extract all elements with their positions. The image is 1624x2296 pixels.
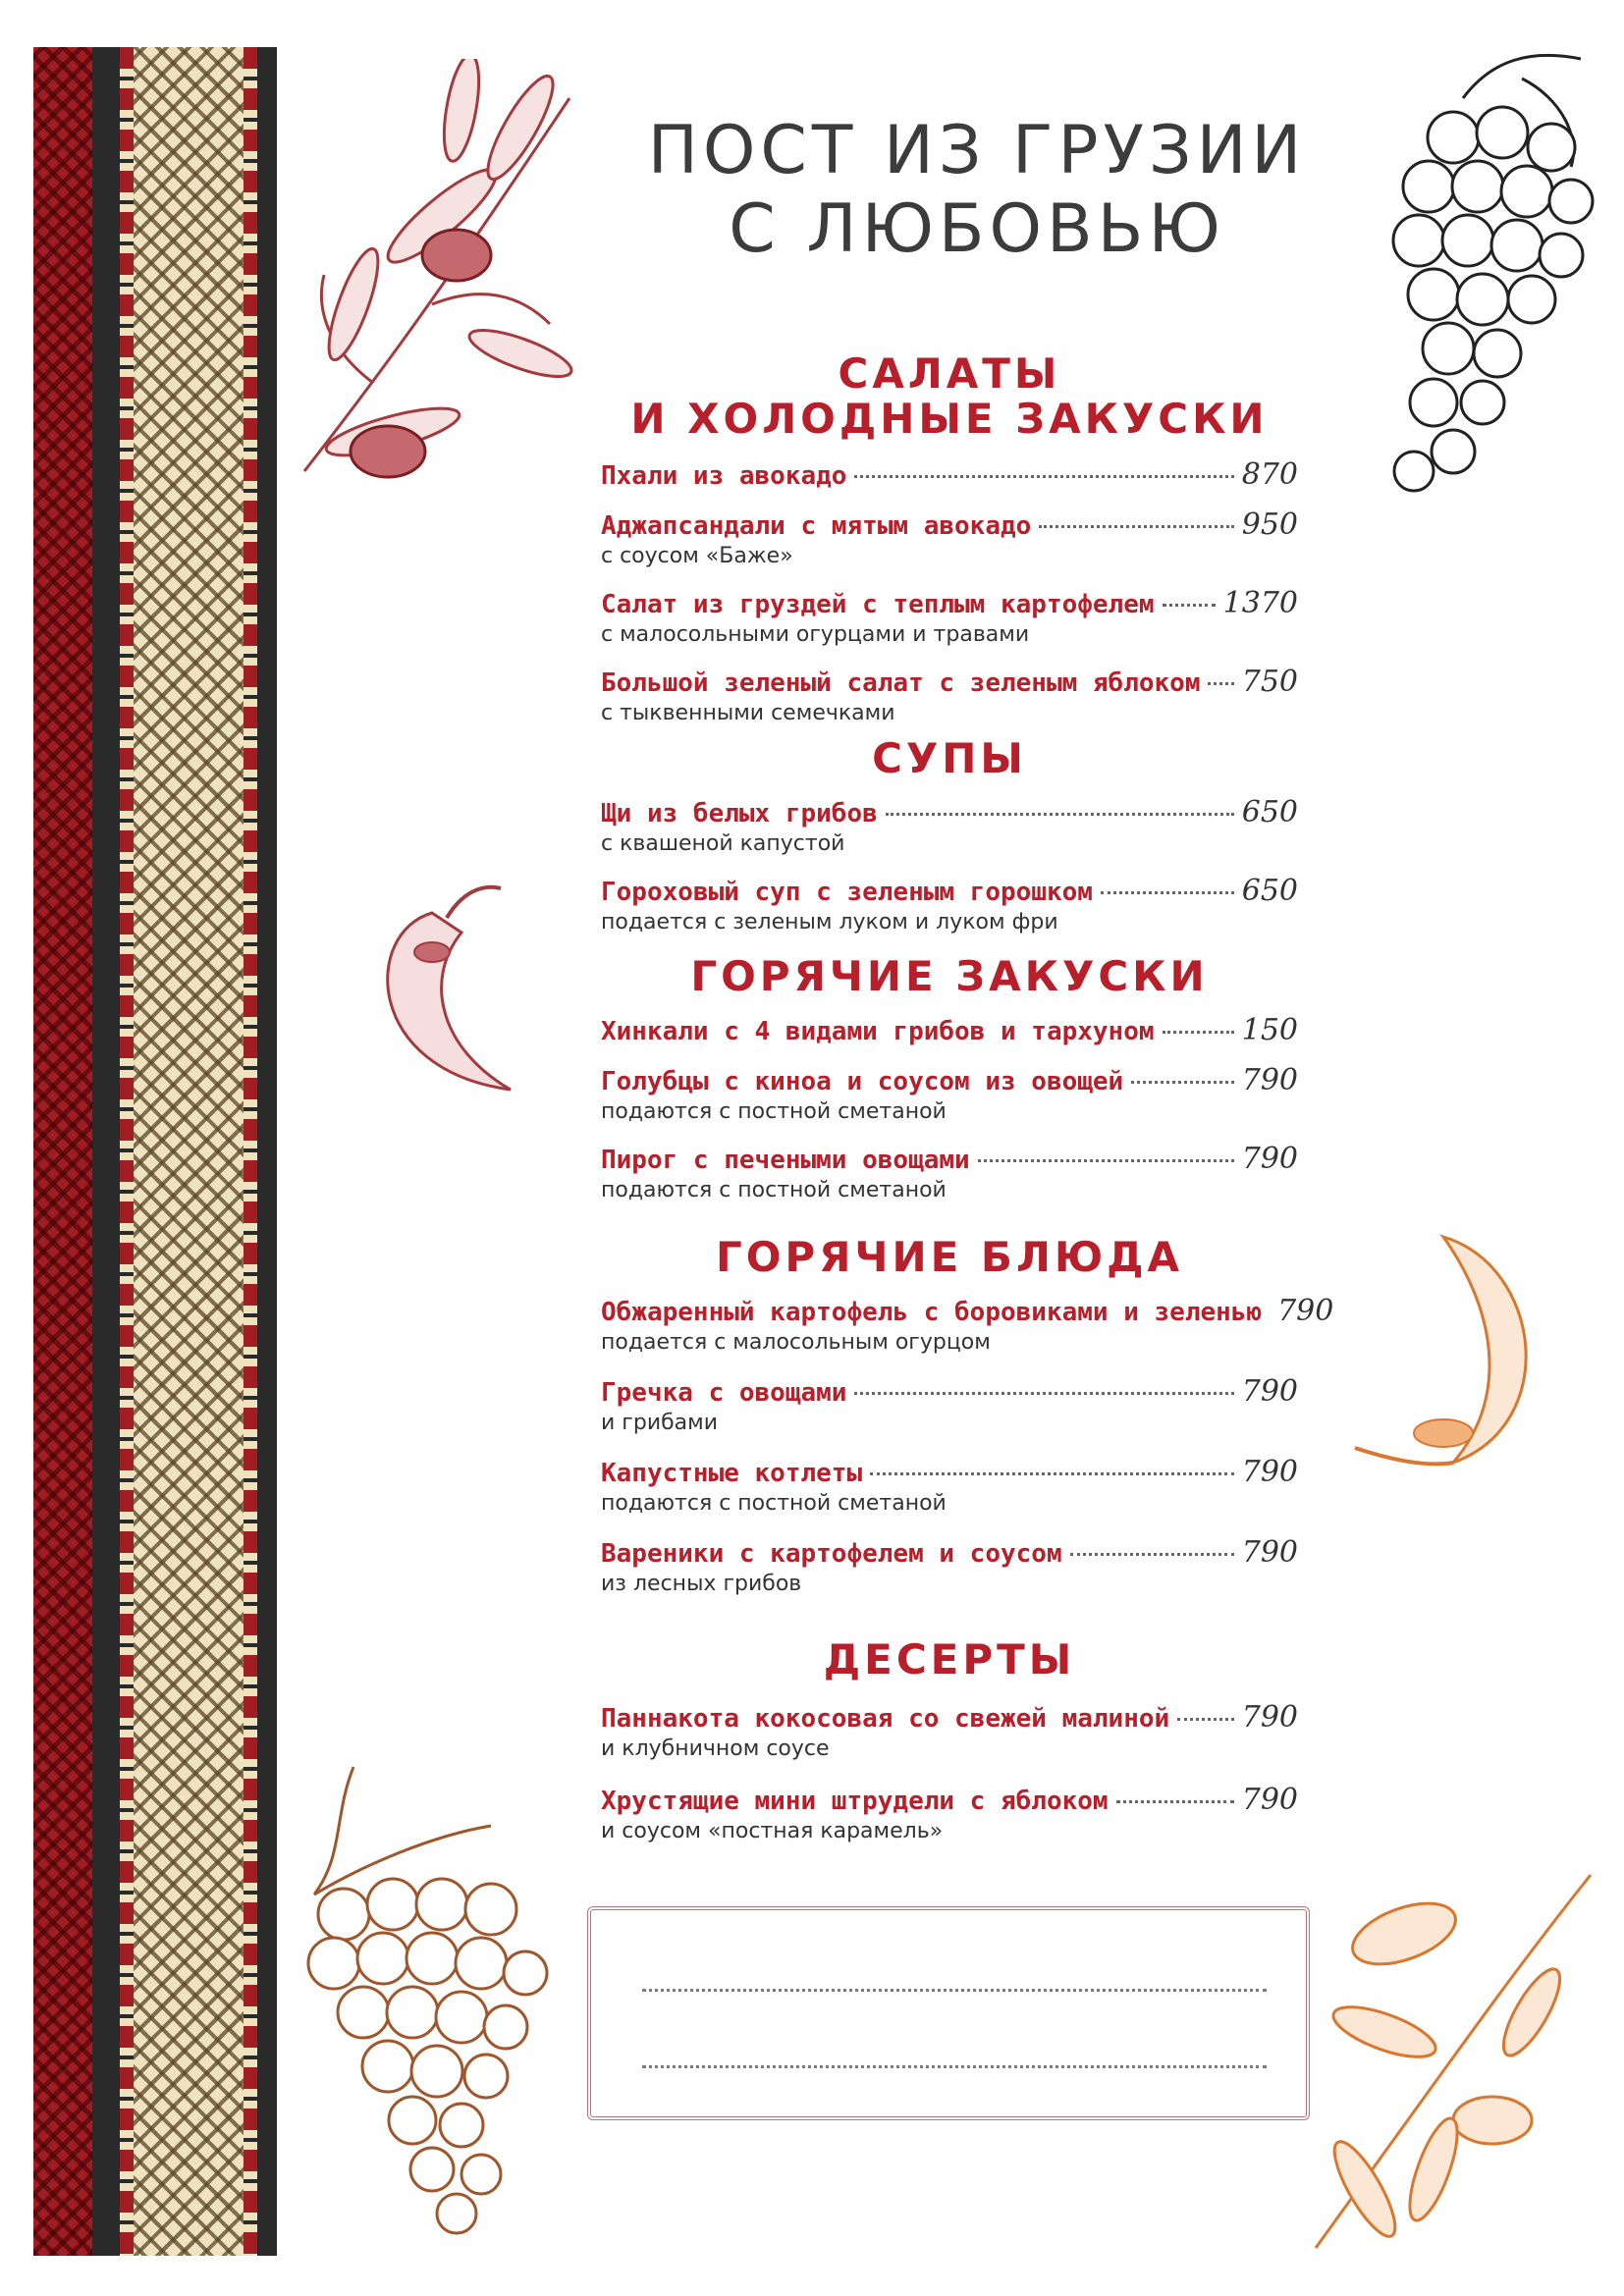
item-name: Хинкали с 4 видами грибов и тархуном (601, 1017, 1155, 1047)
item-description: подаются с постной сметаной (601, 1491, 947, 1517)
section-soups (601, 736, 1298, 934)
title-line: С ЛЮБОВЬЮ (729, 190, 1225, 268)
section-title: ГОРЯЧИЕ ЗАКУСКИ (690, 952, 1209, 1000)
item-name: Обжаренный картофель с боровиками и зеленью (601, 1298, 1263, 1328)
menu-item (601, 1455, 1298, 1516)
item-description: подаются с постной сметаной (601, 1178, 947, 1203)
menu-item (601, 1535, 1298, 1596)
item-price: 1370 (1222, 586, 1298, 621)
item-name: Щи из белых грибов (601, 799, 878, 829)
grapes-illustration (1375, 39, 1600, 530)
item-price: 650 (1241, 795, 1298, 830)
item-description: и соусом «постная карамель» (601, 1819, 944, 1844)
item-price: 790 (1241, 1374, 1298, 1410)
item-price: 790 (1277, 1294, 1334, 1329)
menu-item (601, 665, 1298, 725)
item-price: 650 (1241, 874, 1298, 909)
section-salads (601, 351, 1298, 725)
item-description: и клубничном соусе (601, 1736, 830, 1762)
item-description: подается с малосольным огурцом (601, 1330, 991, 1356)
menu-item (601, 586, 1298, 647)
item-price: 790 (1241, 1063, 1298, 1098)
item-name: Пирог с печеными овощами (601, 1146, 970, 1176)
item-price: 950 (1241, 507, 1298, 543)
menu-title (589, 112, 1365, 275)
item-description: с соусом «Баже» (601, 544, 793, 569)
item-name: Большой зеленый салат с зеленым яблоком (601, 668, 1201, 699)
menu-item (601, 874, 1298, 934)
item-name: Паннакота кокосовая со свежей малиной (601, 1704, 1170, 1735)
olive-branch-orange-illustration (1296, 1855, 1610, 2268)
chili-pepper-orange-illustration (1345, 1227, 1561, 1482)
blank-line (642, 1989, 1267, 1992)
item-price: 150 (1241, 1013, 1298, 1048)
item-name: Хрустящие мини штрудели с яблоком (601, 1787, 1109, 1817)
menu-item (601, 1063, 1298, 1124)
item-description: подается с зеленым луком и луком фри (601, 910, 1058, 935)
item-price: 790 (1241, 1700, 1298, 1735)
section-title: ГОРЯЧИЕ БЛЮДА (715, 1233, 1184, 1281)
section-title: СУПЫ (872, 734, 1027, 782)
item-price: 790 (1241, 1535, 1298, 1571)
chili-pepper-illustration (353, 874, 530, 1119)
menu-item (601, 457, 1298, 492)
item-description: с малосольными огурцами и травами (601, 622, 1030, 648)
grapes-brown-illustration (295, 1747, 589, 2258)
item-description: подаются с постной сметаной (601, 1099, 947, 1125)
item-name: Гречка с овощами (601, 1378, 847, 1409)
menu-item (601, 1142, 1298, 1202)
title-line: ПОСТ ИЗ ГРУЗИИ (647, 112, 1307, 189)
menu-item (601, 1294, 1334, 1356)
section-title: ДЕСЕРТЫ (823, 1635, 1076, 1683)
menu-item (601, 1700, 1298, 1761)
section-desserts (601, 1637, 1298, 1843)
item-price: 790 (1241, 1142, 1298, 1177)
menu-item (601, 1013, 1298, 1047)
item-name: Аджапсандали с мятым авокадо (601, 511, 1032, 542)
item-description: с квашеной капустой (601, 831, 845, 857)
item-name: Голубцы с киноа и соусом из овощей (601, 1067, 1124, 1097)
item-price: 870 (1241, 457, 1298, 493)
section-hot-appetizers (601, 954, 1298, 1202)
menu-item (601, 507, 1298, 568)
item-name: Салат из груздей с теплым картофелем (601, 590, 1155, 620)
item-name: Пхали из авокадо (601, 461, 847, 492)
item-name: Гороховый суп с зеленым горошком (601, 878, 1093, 908)
blank-line (642, 2065, 1267, 2068)
olive-branch-illustration (295, 59, 589, 491)
item-description: с тыквенными семечками (601, 701, 895, 726)
notes-box (587, 1906, 1310, 2120)
section-hot-dishes (601, 1233, 1334, 1597)
item-price: 790 (1241, 1783, 1298, 1818)
item-description: из лесных грибов (601, 1572, 802, 1597)
section-title: САЛАТЫ И ХОЛОДНЫЕ ЗАКУСКИ (630, 349, 1269, 444)
menu-item (601, 1783, 1298, 1843)
ornamental-border (33, 47, 304, 2256)
item-price: 750 (1241, 665, 1298, 700)
item-price: 790 (1241, 1455, 1298, 1490)
menu-item (601, 795, 1298, 856)
item-name: Вареники с картофелем и соусом (601, 1539, 1062, 1570)
item-name: Капустные котлеты (601, 1459, 863, 1489)
item-description: и грибами (601, 1411, 719, 1436)
menu-item (601, 1374, 1298, 1435)
